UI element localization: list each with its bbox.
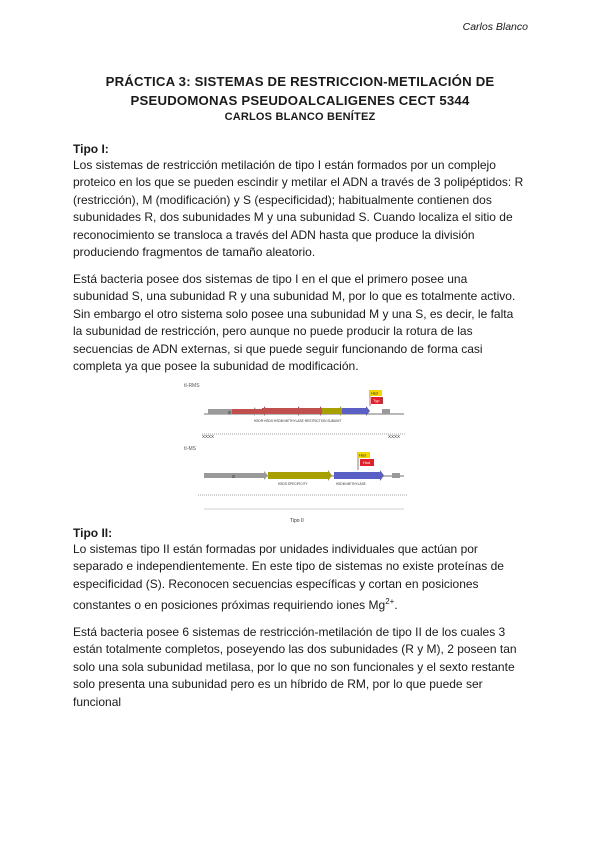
- text-line: reconocimiento se transloca a través del ADN hasta que produce la división: [73, 227, 475, 242]
- gene-arrow: [268, 470, 332, 481]
- text-line: Está bacteria posee dos sistemas de tipo I en el que el primero posee una: [73, 272, 468, 286]
- coordinate-left: XXXX: [202, 434, 215, 439]
- text-line: Sin embargo el otro sistema solo posee una subunidad M y una S, es decir, le falta: [73, 306, 514, 321]
- text-line: solo una sola subunidad metilasa, por lo que no son funcionales y el sexto restante: [73, 659, 515, 674]
- text-line: la subunidad de restricción, pero aunque no puede producir la rotura de las: [73, 324, 473, 339]
- gene-arrow: [392, 473, 400, 478]
- text-fragment: .: [394, 598, 398, 613]
- document-title-line-1: PRÁCTICA 3: SISTEMAS DE RESTRICCION-METILACIÓN DE: [105, 74, 495, 89]
- text-line: están totalmente completos, poseyendo las dos subunidades (R y M), 2 poseen tan: [73, 642, 517, 657]
- header-author: Carlos Blanco: [462, 21, 528, 33]
- tipo1-paragraph-1: [73, 157, 533, 261]
- gene-description: HSDM·METHYLASE: [336, 482, 366, 486]
- gene-label: S: [232, 474, 236, 479]
- gene-arrow: [382, 409, 390, 414]
- gene-arrow: [300, 406, 324, 416]
- text-line: completa ya que posee la subunidad de modificación.: [73, 359, 359, 374]
- text-line: Los sistemas de restricción metilación de tipo I están formados por un complejo: [73, 158, 496, 172]
- coordinate-right: XXXX: [388, 434, 401, 439]
- text-line: Está bacteria posee 6 sistemas de restricción-metilación de tipo II de los cuales 3: [73, 625, 506, 639]
- text-line: especificidad (S). Reconocen secuencias específicas y cortan en posiciones: [73, 576, 479, 591]
- tag-label: Typ: [373, 398, 380, 403]
- text-line: (restricción), M (modificación) y S (especificidad); habitualmente contienen dos: [73, 192, 492, 207]
- tipo2-paragraph-1: [73, 541, 533, 615]
- figure-caption: Tipo II: [290, 518, 304, 524]
- gene-description: HSDR·HSDS·HSDM·METHYLASE·RESTRICTION SUBUNIT: [254, 419, 342, 423]
- text-line: subunidades R, dos subunidades M y una subunidad S. Cuando localiza el sitio de: [73, 210, 513, 225]
- superscript: 2+: [385, 597, 395, 607]
- text-line: proteico en los que se pueden escindir y metilar el ADN a través de 3 polipéptidos: R: [73, 175, 524, 190]
- flag-label: Hsd: [359, 453, 366, 458]
- section-heading-tipo-1: Tipo I:: [73, 142, 109, 156]
- figure-top-label: tI-RMS: [184, 383, 200, 389]
- tag-label: Hsd: [363, 460, 371, 465]
- text-line: solo presenta una subunidad pero es un híbrido de RM, por lo que puede ser: [73, 677, 483, 692]
- gene-cluster-figure: [168, 378, 436, 526]
- gene-label: S: [228, 410, 232, 415]
- gene-arrow: [262, 406, 302, 416]
- tipo2-paragraph-2: [73, 624, 533, 711]
- flag-label: Hsd: [371, 391, 378, 396]
- gene-arrow: [342, 406, 370, 416]
- document-title-line-2: PSEUDOMONAS PSEUDOALCALIGENES CECT 5344: [130, 93, 470, 108]
- text-line: separado e independientemente. En este tipo de sistemas no existe proteínas de: [73, 559, 504, 574]
- text-line: funcional: [73, 694, 122, 709]
- text-line: Lo sistemas tipo II están formadas por unidades individuales que actúan por: [73, 542, 478, 556]
- figure-mid-label: tI-MS: [184, 446, 196, 452]
- text-line: secuencias de ADN externas, si que puede seguir funcionando de forma casi: [73, 341, 483, 356]
- tipo1-paragraph-2: [73, 271, 533, 375]
- gene-arrow: [322, 406, 344, 416]
- gene-map-svg: [168, 378, 436, 526]
- text-line: produciendo fragmentos de tamaño aleatorio.: [73, 245, 316, 260]
- text-fragment: constantes o en posiciones próximas requiriendo iones Mg: [73, 598, 386, 613]
- section-heading-tipo-2: Tipo II:: [73, 526, 113, 540]
- text-line-with-superscript: [73, 593, 533, 614]
- gene-arrow: [334, 470, 384, 481]
- text-line: subunidad S, una subunidad R y una subunidad M, por lo que es totalmente activo.: [73, 289, 516, 304]
- title-block: [40, 72, 560, 125]
- gene-description: HSDS·SPECIFICITY: [278, 482, 308, 486]
- document-author: CARLOS BLANCO BENÍTEZ: [224, 111, 376, 123]
- gene-arrow: [204, 471, 268, 480]
